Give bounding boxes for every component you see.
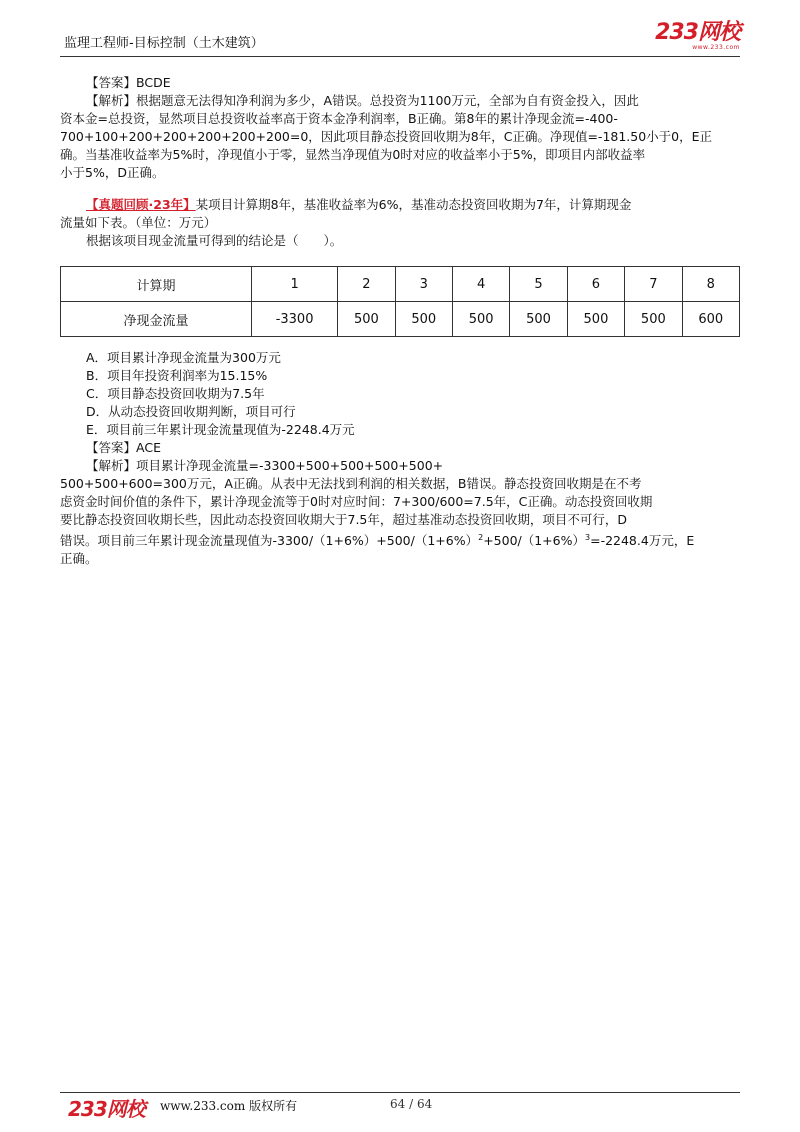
footer-logo: 233网校 bbox=[68, 1097, 145, 1121]
table-cell: 净现金流量 bbox=[61, 302, 252, 337]
question-prompt: 根据该项目现金流量可得到的结论是（ ）。 bbox=[86, 233, 343, 248]
page-number: 64 / 64 bbox=[390, 1097, 433, 1111]
analysis-text: 确。当基准收益率为5%时，净现值小于零，显然当净现值为0时对应的收益率小于5%，即项目内部收益率 bbox=[60, 147, 646, 162]
table-cell: 2 bbox=[338, 267, 395, 302]
analysis-text: 700+100+200+200+200+200+200=0，因此项目静态投资回收期为8年，C正确。净现值=-181.50小于0，E正 bbox=[60, 129, 713, 144]
answer-label: 【答案】 bbox=[86, 440, 137, 455]
analysis-text: 小于5%，D正确。 bbox=[60, 165, 165, 180]
logo-url: www.233.com bbox=[692, 44, 740, 51]
table-cell: 7 bbox=[625, 267, 682, 302]
question-text: 流量如下表。（单位：万元） bbox=[60, 215, 217, 230]
table-cell: 6 bbox=[567, 267, 624, 302]
cash-flow-table bbox=[60, 266, 740, 337]
exponent: 3 bbox=[585, 533, 591, 542]
answer-value: BCDE bbox=[136, 75, 171, 90]
analysis-line bbox=[86, 457, 744, 475]
option-b: B．项目年投资利润率为15.15% bbox=[86, 368, 268, 383]
content-block-2 bbox=[60, 349, 744, 568]
analysis-text: 错误。项目前三年累计现金流量现值为-3300/（1+6%）+500/（1+6%） bbox=[60, 533, 479, 549]
analysis-text: 项目累计净现金流量=-3300+500+500+500+500+ bbox=[136, 458, 444, 473]
option-e: E．项目前三年累计现金流量现值为-2248.4万元 bbox=[86, 422, 355, 437]
answer-label: 【答案】 bbox=[86, 75, 137, 90]
analysis-text: 正确。 bbox=[60, 551, 98, 567]
page-footer bbox=[60, 1093, 740, 1121]
table-cell: 8 bbox=[682, 267, 739, 302]
analysis-text: 根据题意无法得知净利润为多少，A错误。总投资为1100万元，全部为自有资金投入，因此 bbox=[136, 93, 639, 108]
brand-logo bbox=[655, 22, 740, 52]
question-text: 某项目计算期8年，基准收益率为6%，基准动态投资回收期为7年，计算期现金 bbox=[195, 197, 632, 212]
table-cell: 600 bbox=[682, 302, 739, 337]
question-stem bbox=[86, 196, 744, 214]
analysis-text: 虑资金时间价值的条件下，累计净现金流等于0时对应时间：7+300/600=7.5年，C正确。动态投资回收期 bbox=[60, 494, 653, 509]
table-header-row bbox=[61, 267, 740, 302]
table-cell: 500 bbox=[452, 302, 509, 337]
analysis-line bbox=[86, 92, 744, 110]
table-row bbox=[61, 302, 740, 337]
analysis-text: 资本金=总投资，显然项目总投资收益率高于资本金净利润率，B正确。第8年的累计净现金流=-400- bbox=[60, 111, 618, 126]
analysis-text: 500+500+600=300万元，A正确。从表中无法找到利润的相关数据，B错误。静态投资回收期是在不考 bbox=[60, 476, 642, 491]
analysis-text: 要比静态投资回收期长些，因此动态投资回收期大于7.5年，超过基准动态投资回收期，项目不可行，D bbox=[60, 512, 628, 527]
table-cell: 500 bbox=[567, 302, 624, 337]
option-a: A．项目累计净现金流量为300万元 bbox=[86, 350, 281, 365]
analysis-formula-line bbox=[60, 529, 744, 550]
analysis-text: =-2248.4万元，E bbox=[590, 533, 695, 549]
table-cell: 5 bbox=[510, 267, 567, 302]
table-cell: 计算期 bbox=[61, 267, 252, 302]
review-tag: 【真题回顾·23年】 bbox=[86, 197, 196, 212]
table-cell: 500 bbox=[338, 302, 395, 337]
table-cell: -3300 bbox=[252, 302, 338, 337]
option-d: D．从动态投资回收期判断，项目可行 bbox=[86, 404, 296, 419]
answer-line bbox=[86, 439, 744, 457]
document-title: 监理工程师-目标控制（土木建筑） bbox=[64, 36, 264, 51]
answer-line bbox=[86, 74, 744, 92]
analysis-text: +500/（1+6%） bbox=[483, 533, 585, 549]
table-cell: 500 bbox=[395, 302, 452, 337]
footer-copyright: www.233.com 版权所有 bbox=[160, 1099, 298, 1113]
table-cell: 500 bbox=[510, 302, 567, 337]
table-cell: 3 bbox=[395, 267, 452, 302]
table-cell: 1 bbox=[252, 267, 338, 302]
option-c: C．项目静态投资回收期为7.5年 bbox=[86, 386, 265, 401]
page-header bbox=[60, 20, 740, 56]
analysis-label: 【解析】 bbox=[86, 458, 137, 473]
header-divider bbox=[60, 56, 740, 57]
table-cell: 500 bbox=[625, 302, 682, 337]
analysis-label: 【解析】 bbox=[86, 93, 137, 108]
logo-text: 233网校 bbox=[655, 20, 740, 45]
table-cell: 4 bbox=[452, 267, 509, 302]
content-block-1 bbox=[60, 74, 744, 250]
answer-value: ACE bbox=[136, 440, 161, 455]
exponent: 2 bbox=[478, 533, 484, 542]
